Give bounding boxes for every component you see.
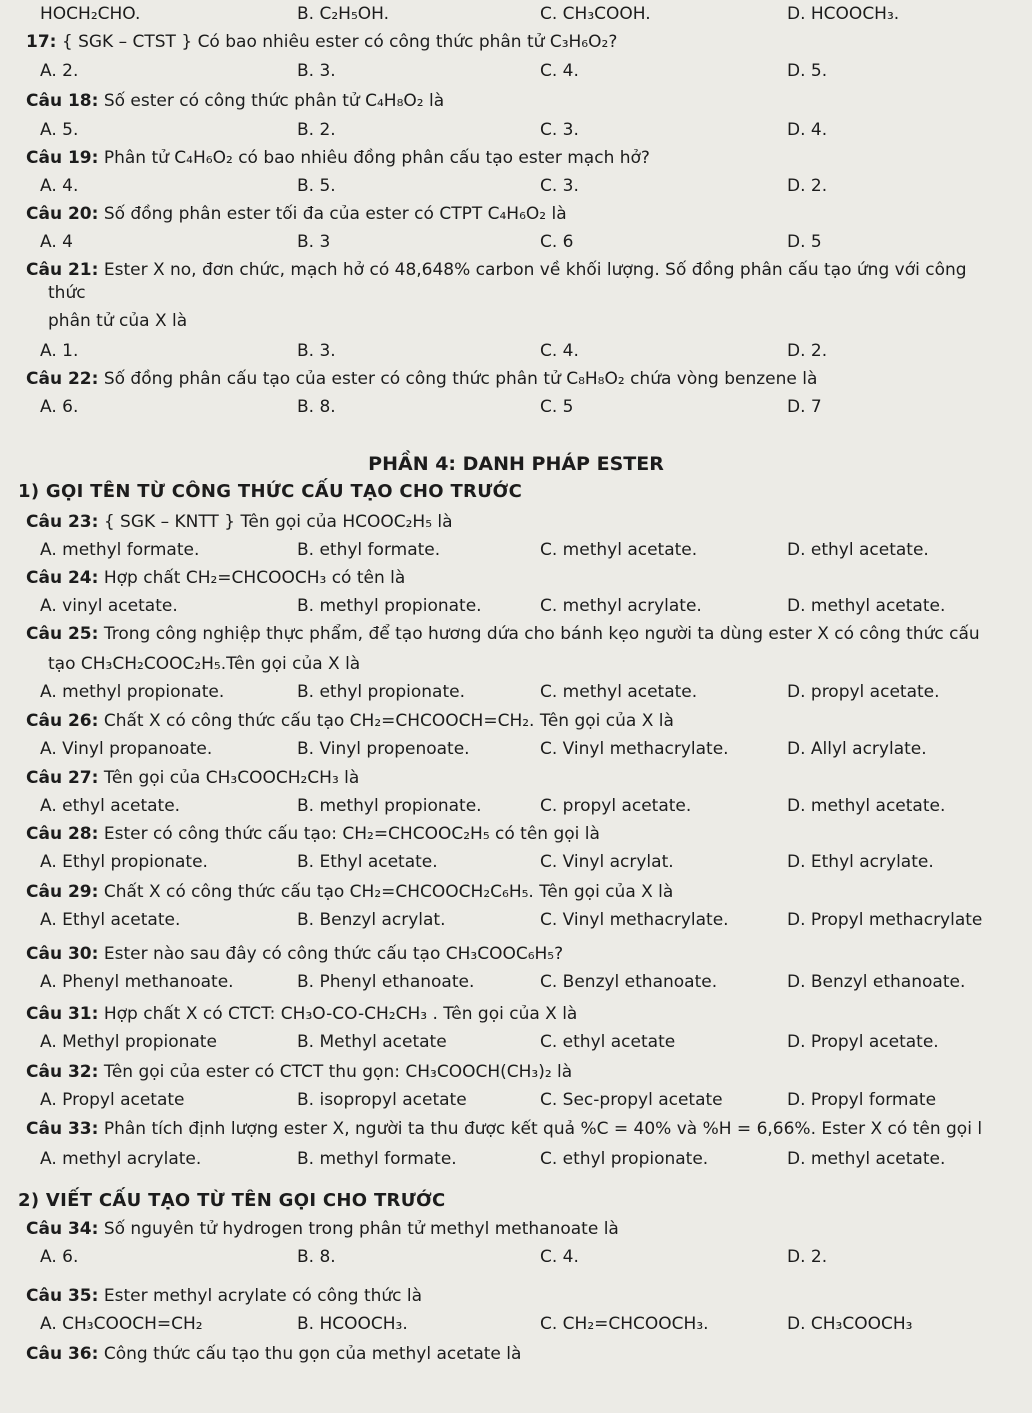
option-b: B. Methyl acetate bbox=[297, 1032, 447, 1052]
answer-options bbox=[0, 228, 1032, 256]
question-text: Ester methyl acrylate có công thức là bbox=[98, 1286, 423, 1306]
option-d: D. 7 bbox=[787, 397, 822, 417]
question-label: Câu 34: bbox=[26, 1219, 99, 1239]
option-c: C. methyl acetate. bbox=[540, 540, 698, 560]
option-b: B. HCOOCH₃. bbox=[297, 1314, 408, 1334]
question bbox=[0, 28, 1032, 56]
option-a: A. 4 bbox=[40, 232, 73, 252]
option-c: C. 3. bbox=[540, 176, 579, 196]
text-line: phân tử của X là bbox=[48, 311, 188, 331]
question-label: Câu 23: bbox=[26, 512, 99, 532]
option-c: C. methyl acrylate. bbox=[540, 596, 702, 616]
option-b: B. 3 bbox=[297, 232, 331, 252]
question bbox=[0, 1115, 1032, 1143]
option-d: D. 2. bbox=[787, 176, 828, 196]
option-a: A. Ethyl propionate. bbox=[40, 852, 208, 872]
question-text: Hợp chất CH₂=CHCOOCH₃ có tên là bbox=[98, 568, 406, 588]
section-heading: PHẦN 4: DANH PHÁP ESTER bbox=[368, 453, 664, 475]
answer-options bbox=[0, 1310, 1032, 1338]
question bbox=[0, 1215, 1032, 1243]
question-text: Chất X có công thức cấu tạo CH₂=CHCOOCH₂C₆H₅. Tên gọi của X là bbox=[98, 882, 674, 902]
subsection-heading: 1) GỌI TÊN TỪ CÔNG THỨC CẤU TẠO CHO TRƯỚC bbox=[18, 481, 523, 502]
question-text: Công thức cấu tạo thu gọn của methyl acetate là bbox=[98, 1344, 522, 1364]
subsection-heading: 2) VIẾT CẤU TẠO TỪ TÊN GỌI CHO TRƯỚC bbox=[18, 1190, 446, 1211]
question-label: Câu 18: bbox=[26, 91, 99, 111]
answer-options bbox=[0, 393, 1032, 421]
question bbox=[0, 620, 1032, 648]
option-b: B. Benzyl acrylat. bbox=[297, 910, 446, 930]
option-c: C. 4. bbox=[540, 61, 579, 81]
question bbox=[0, 878, 1032, 906]
question-text: Phân tích định lượng ester X, người ta thu được kết quả %C = 40% và %H = 6,66%. Ester X có tên gọi l bbox=[98, 1119, 983, 1139]
option-c: C. 6 bbox=[540, 232, 574, 252]
answer-options bbox=[0, 0, 1032, 28]
question-text: Tên gọi của ester có CTCT thu gọn: CH₃COOCH(CH₃)₂ là bbox=[98, 1062, 573, 1082]
option-a: A. 6. bbox=[40, 397, 79, 417]
option-d: D. 2. bbox=[787, 341, 828, 361]
question bbox=[0, 87, 1032, 115]
option-a: A. 4. bbox=[40, 176, 79, 196]
option-d: D. methyl acetate. bbox=[787, 1149, 946, 1169]
answer-options bbox=[0, 792, 1032, 820]
option-a: A. Propyl acetate bbox=[40, 1090, 185, 1110]
answer-options bbox=[0, 1086, 1032, 1114]
option-c: C. propyl acetate. bbox=[540, 796, 692, 816]
option-d: D. Propyl acetate. bbox=[787, 1032, 939, 1052]
option-b: B. C₂H₅OH. bbox=[297, 4, 390, 24]
answer-options bbox=[0, 1028, 1032, 1056]
question-text: Phân tử C₄H₆O₂ có bao nhiêu đồng phân cấu tạo ester mạch hở? bbox=[98, 148, 650, 168]
option-b: B. 3. bbox=[297, 61, 336, 81]
question-text: Hợp chất X có CTCT: CH₃O-CO-CH₂CH₃ . Tên gọi của X là bbox=[98, 1004, 578, 1024]
answer-options bbox=[0, 116, 1032, 144]
option-c: C. Vinyl methacrylate. bbox=[540, 739, 729, 759]
question bbox=[0, 764, 1032, 792]
question-text: Trong công nghiệp thực phẩm, để tạo hương dứa cho bánh kẹo người ta dùng ester X có công thức cấu bbox=[98, 624, 980, 644]
answer-options bbox=[0, 337, 1032, 365]
question-text: Số nguyên tử hydrogen trong phân tử methyl methanoate là bbox=[98, 1219, 619, 1239]
option-b: B. ethyl propionate. bbox=[297, 682, 465, 702]
option-d: D. Propyl formate bbox=[787, 1090, 937, 1110]
option-a: A. CH₃COOCH=CH₂ bbox=[40, 1314, 203, 1334]
option-c: C. Benzyl ethanoate. bbox=[540, 972, 718, 992]
question-label: Câu 22: bbox=[26, 369, 99, 389]
option-a: A. Methyl propionate bbox=[40, 1032, 217, 1052]
question-label: Câu 30: bbox=[26, 944, 99, 964]
option-d: D. Allyl acrylate. bbox=[787, 739, 927, 759]
option-a: A. 5. bbox=[40, 120, 79, 140]
question bbox=[0, 365, 1032, 393]
option-d: D. methyl acetate. bbox=[787, 596, 946, 616]
text-line: tạo CH₃CH₂COOC₂H₅.Tên gọi của X là bbox=[48, 654, 361, 674]
question-label: Câu 27: bbox=[26, 768, 99, 788]
option-d: D. Propyl methacrylate bbox=[787, 910, 983, 930]
text-line: thức bbox=[48, 283, 86, 303]
question bbox=[0, 200, 1032, 228]
question bbox=[0, 508, 1032, 536]
option-a: A. 2. bbox=[40, 61, 79, 81]
option-d: D. 4. bbox=[787, 120, 828, 140]
question-text: Ester nào sau đây có công thức cấu tạo CH₃COOC₆H₅? bbox=[98, 944, 564, 964]
question-label: Câu 20: bbox=[26, 204, 99, 224]
question-text: { SGK – CTST } Có bao nhiêu ester có công thức phân tử C₃H₆O₂? bbox=[56, 32, 618, 52]
option-d: D. CH₃COOCH₃ bbox=[787, 1314, 913, 1334]
option-c: C. 5 bbox=[540, 397, 574, 417]
question-label: Câu 21: bbox=[26, 260, 99, 280]
option-b: B. methyl formate. bbox=[297, 1149, 457, 1169]
question-label: Câu 24: bbox=[26, 568, 99, 588]
option-a: A. ethyl acetate. bbox=[40, 796, 181, 816]
answer-options bbox=[0, 536, 1032, 564]
option-b: B. 3. bbox=[297, 341, 336, 361]
answer-options bbox=[0, 968, 1032, 996]
option-a: A. Phenyl methanoate. bbox=[40, 972, 234, 992]
option-a: A. Ethyl acetate. bbox=[40, 910, 181, 930]
answer-options bbox=[0, 592, 1032, 620]
question bbox=[0, 1058, 1032, 1086]
option-b: B. ethyl formate. bbox=[297, 540, 441, 560]
option-a: A. vinyl acetate. bbox=[40, 596, 178, 616]
question-label: Câu 25: bbox=[26, 624, 99, 644]
question-label: Câu 36: bbox=[26, 1344, 99, 1364]
question bbox=[0, 144, 1032, 172]
question-text: Chất X có công thức cấu tạo CH₂=CHCOOCH=CH₂. Tên gọi của X là bbox=[98, 711, 674, 731]
question-text: Tên gọi của CH₃COOCH₂CH₃ là bbox=[98, 768, 360, 788]
option-b: B. 5. bbox=[297, 176, 336, 196]
option-d: D. HCOOCH₃. bbox=[787, 4, 900, 24]
answer-options bbox=[0, 172, 1032, 200]
option-c: C. CH₃COOH. bbox=[540, 4, 651, 24]
option-a: A. methyl propionate. bbox=[40, 682, 225, 702]
option-a: A. methyl acrylate. bbox=[40, 1149, 202, 1169]
option-c: C. 3. bbox=[540, 120, 579, 140]
answer-options bbox=[0, 906, 1032, 934]
option-b: B. Ethyl acetate. bbox=[297, 852, 438, 872]
option-a: A. Vinyl propanoate. bbox=[40, 739, 213, 759]
question bbox=[0, 1282, 1032, 1310]
question-label: Câu 29: bbox=[26, 882, 99, 902]
question-label: Câu 35: bbox=[26, 1286, 99, 1306]
question-label: Câu 28: bbox=[26, 824, 99, 844]
answer-options bbox=[0, 735, 1032, 763]
question-label: 17: bbox=[26, 32, 57, 52]
answer-options bbox=[0, 1145, 1032, 1173]
question-text: Số đồng phân cấu tạo của ester có công thức phân tử C₈H₈O₂ chứa vòng benzene là bbox=[98, 369, 818, 389]
question-label: Câu 26: bbox=[26, 711, 99, 731]
option-c: C. 4. bbox=[540, 1247, 579, 1267]
option-b: B. 2. bbox=[297, 120, 336, 140]
question bbox=[0, 564, 1032, 592]
option-c: C. 4. bbox=[540, 341, 579, 361]
option-c: C. ethyl propionate. bbox=[540, 1149, 709, 1169]
answer-options bbox=[0, 1243, 1032, 1271]
question-label: Câu 33: bbox=[26, 1119, 99, 1139]
option-c: C. Vinyl methacrylate. bbox=[540, 910, 729, 930]
answer-options bbox=[0, 678, 1032, 706]
option-d: D. methyl acetate. bbox=[787, 796, 946, 816]
question-text: Số đồng phân ester tối đa của ester có CTPT C₄H₆O₂ là bbox=[98, 204, 567, 224]
option-a: A. methyl formate. bbox=[40, 540, 200, 560]
option-b: B. Phenyl ethanoate. bbox=[297, 972, 475, 992]
question-text: Số ester có công thức phân tử C₄H₈O₂ là bbox=[98, 91, 445, 111]
question bbox=[0, 820, 1032, 848]
question bbox=[0, 1000, 1032, 1028]
question bbox=[0, 940, 1032, 968]
option-a: HOCH₂CHO. bbox=[40, 4, 141, 24]
option-a: A. 6. bbox=[40, 1247, 79, 1267]
option-d: D. 5. bbox=[787, 61, 828, 81]
option-b: B. methyl propionate. bbox=[297, 596, 482, 616]
option-d: D. 5 bbox=[787, 232, 822, 252]
question bbox=[0, 707, 1032, 735]
option-d: D. ethyl acetate. bbox=[787, 540, 929, 560]
question bbox=[0, 1340, 1032, 1368]
option-c: C. Sec-propyl acetate bbox=[540, 1090, 723, 1110]
option-c: C. ethyl acetate bbox=[540, 1032, 676, 1052]
answer-options bbox=[0, 848, 1032, 876]
option-d: D. 2. bbox=[787, 1247, 828, 1267]
option-c: C. methyl acetate. bbox=[540, 682, 698, 702]
option-d: D. propyl acetate. bbox=[787, 682, 940, 702]
option-d: D. Benzyl ethanoate. bbox=[787, 972, 966, 992]
question-label: Câu 32: bbox=[26, 1062, 99, 1082]
option-b: B. 8. bbox=[297, 1247, 336, 1267]
answer-options bbox=[0, 57, 1032, 85]
option-b: B. 8. bbox=[297, 397, 336, 417]
question-text: { SGK – KNTT } Tên gọi của HCOOC₂H₅ là bbox=[98, 512, 453, 532]
option-b: B. isopropyl acetate bbox=[297, 1090, 467, 1110]
option-c: C. CH₂=CHCOOCH₃. bbox=[540, 1314, 709, 1334]
question-label: Câu 31: bbox=[26, 1004, 99, 1024]
question-text: Ester X no, đơn chức, mạch hở có 48,648% carbon về khối lượng. Số đồng phân cấu tạo ứng với công bbox=[98, 260, 967, 280]
option-b: B. methyl propionate. bbox=[297, 796, 482, 816]
question-text: Ester có công thức cấu tạo: CH₂=CHCOOC₂H₅ có tên gọi là bbox=[98, 824, 600, 844]
option-d: D. Ethyl acrylate. bbox=[787, 852, 934, 872]
question-label: Câu 19: bbox=[26, 148, 99, 168]
option-b: B. Vinyl propenoate. bbox=[297, 739, 470, 759]
option-c: C. Vinyl acrylat. bbox=[540, 852, 674, 872]
option-a: A. 1. bbox=[40, 341, 79, 361]
